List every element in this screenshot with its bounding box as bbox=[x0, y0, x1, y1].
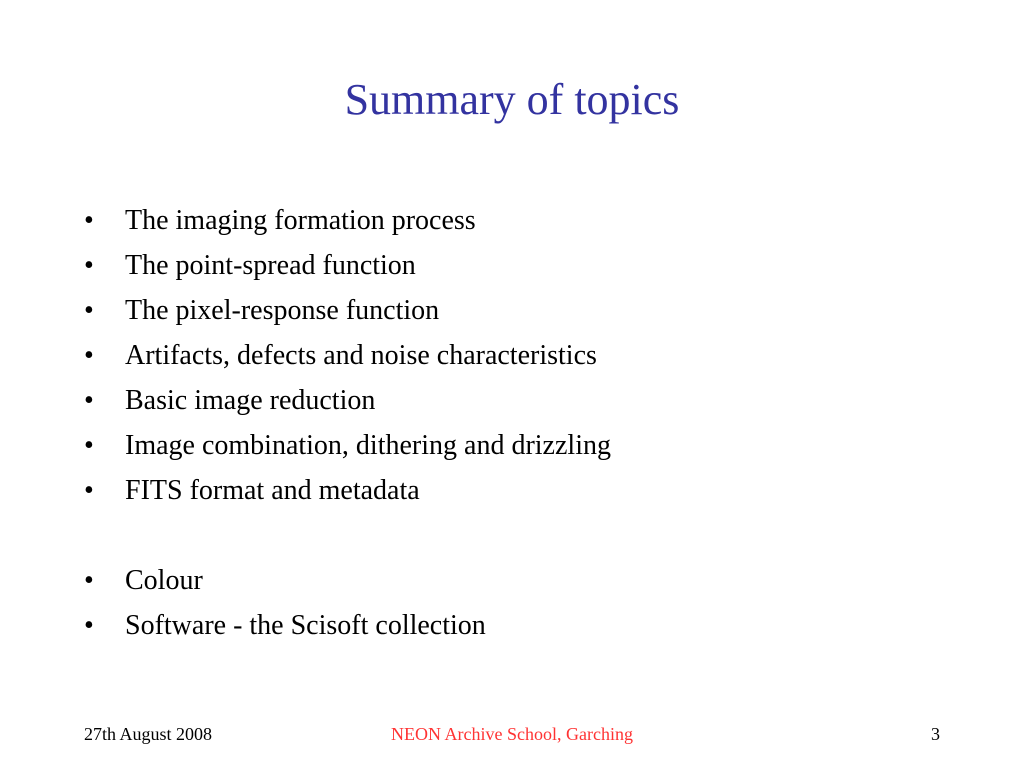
list-item-text: Software - the Scisoft collection bbox=[125, 610, 486, 641]
list-item bbox=[84, 243, 984, 288]
footer-event: NEON Archive School, Garching bbox=[391, 724, 633, 744]
list-item-text: Colour bbox=[125, 565, 203, 596]
slide-title: Summary of topics bbox=[344, 75, 680, 124]
topic-list bbox=[84, 198, 984, 648]
bullet-icon: • bbox=[84, 340, 94, 371]
list-item bbox=[84, 558, 984, 603]
page-number: 3 bbox=[931, 724, 940, 744]
bullet-icon: • bbox=[84, 475, 94, 506]
list-item-text: FITS format and metadata bbox=[125, 475, 420, 506]
list-item bbox=[84, 378, 984, 423]
list-item bbox=[84, 603, 984, 648]
list-item-text: Image combination, dithering and drizzling bbox=[125, 430, 611, 461]
bullet-icon: • bbox=[84, 610, 94, 641]
bullet-icon: • bbox=[84, 385, 94, 416]
footer-date: 27th August 2008 bbox=[84, 724, 213, 744]
list-item bbox=[84, 198, 984, 243]
list-item-text: The pixel-response function bbox=[125, 295, 440, 326]
list-item-text: Artifacts, defects and noise characteristics bbox=[125, 340, 597, 371]
bullet-icon: • bbox=[84, 565, 94, 596]
list-item bbox=[84, 333, 984, 378]
list-item-text: Basic image reduction bbox=[125, 385, 376, 416]
list-item bbox=[84, 288, 984, 333]
bullet-icon: • bbox=[84, 250, 94, 281]
list-item bbox=[84, 468, 984, 513]
bullet-icon: • bbox=[84, 205, 94, 236]
bullet-icon: • bbox=[84, 295, 94, 326]
list-item-text: The imaging formation process bbox=[125, 205, 476, 236]
list-item bbox=[84, 423, 984, 468]
list-item-text: The point-spread function bbox=[125, 250, 416, 281]
bullet-icon: • bbox=[84, 430, 94, 461]
